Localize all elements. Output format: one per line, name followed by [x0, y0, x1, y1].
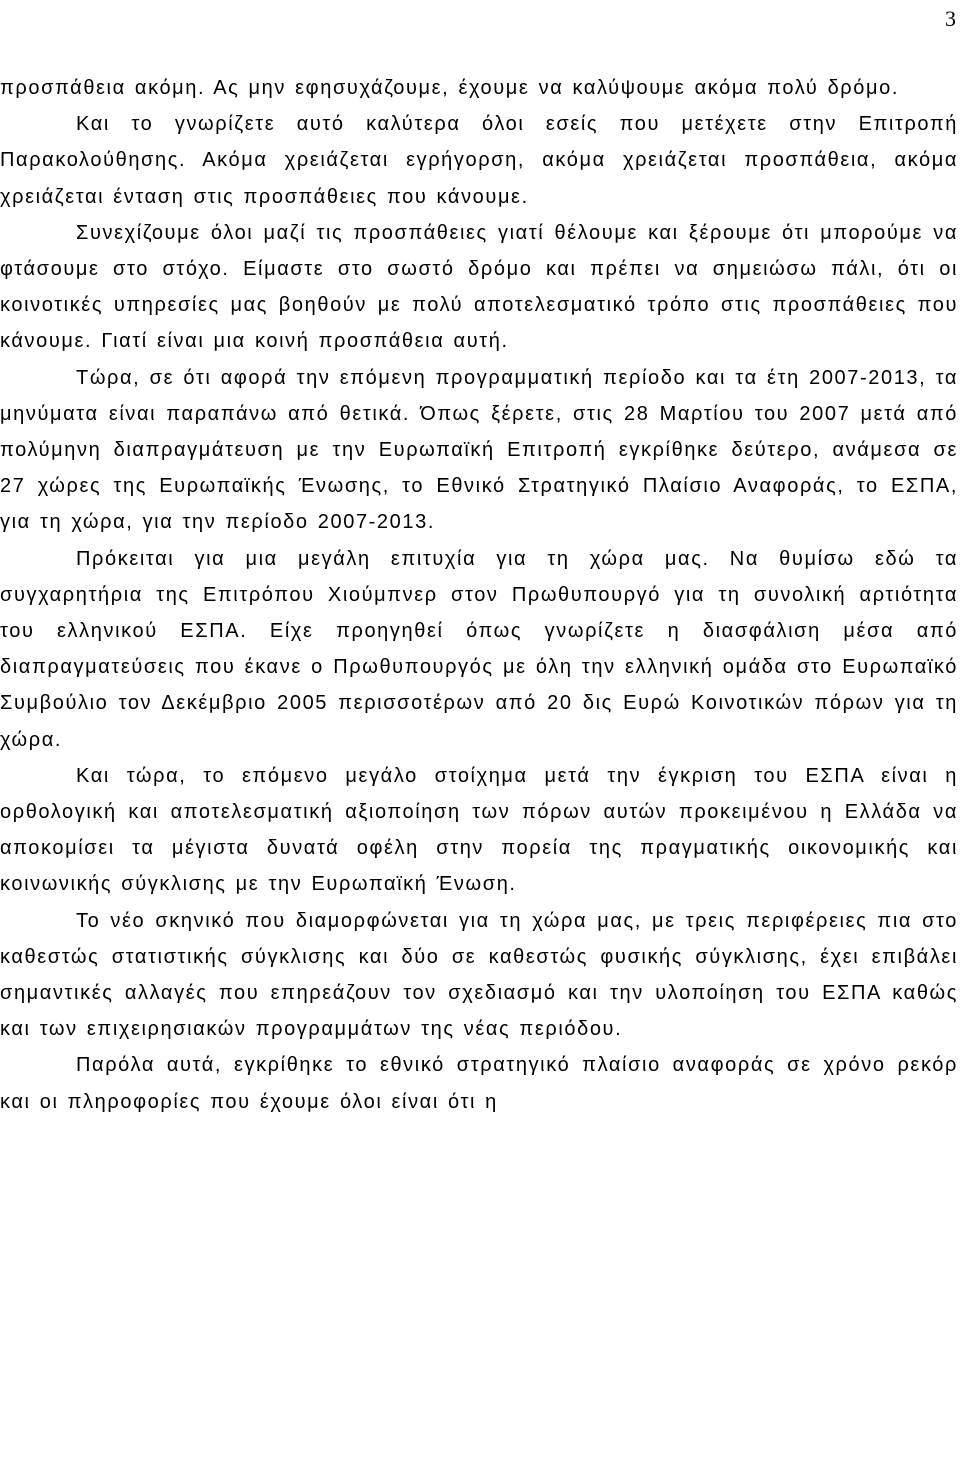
paragraph-6: Και τώρα, το επόμενο μεγάλο στοίχημα μετά την έγκριση του ΕΣΠΑ είναι η ορθολογική και αποτελεσματική αξιοποίηση των πόρων αυτών προκειμένου η Ελλάδα να αποκομίσει τα μέγιστα δυνατά οφέλη στην πορεία της πραγματικής οικονομικής και κοινωνικής σύγκλισης με την Ευρωπαϊκή Ένωση.	[0, 764, 958, 896]
paragraph-8: Παρόλα αυτά, εγκρίθηκε το εθνικό στρατηγικό πλαίσιο αναφοράς σε χρόνο ρεκόρ και οι πληροφορίες που έχουμε όλοι είναι ότι η	[0, 1054, 958, 1113]
document-body	[0, 70, 958, 1120]
paragraph-4: Τώρα, σε ότι αφορά την επόμενη προγραμματική περίοδο και τα έτη 2007-2013, τα μηνύματα είναι παραπάνω από θετικά. Όπως ξέρετε, στις 28 Μαρτίου του 2007 μετά από πολύμηνη διαπραγμάτευση με την Ευρωπαϊκή Επιτροπή εγκρίθηκε δεύτερο, ανάμεσα σε 27 χώρες της Ευρωπαϊκής Ένωσης, το Εθνικό Στρατηγικό Πλαίσιο Αναφοράς, το ΕΣΠΑ, για τη χώρα, για την περίοδο 2007-2013.	[0, 366, 958, 534]
paragraph-7: Το νέο σκηνικό που διαμορφώνεται για τη χώρα μας, με τρεις περιφέρειες πια στο καθεστώς στατιστικής σύγκλισης και δύο σε καθεστώς φυσικής σύγκλισης, έχει επιβάλει σημαντικές αλλαγές που επηρεάζουν τον σχεδιασμό και την υλοποίηση του ΕΣΠΑ καθώς και των επιχειρησιακών προγραμμάτων της νέας περιόδου.	[0, 909, 958, 1041]
paragraph-2: Και το γνωρίζετε αυτό καλύτερα όλοι εσείς που μετέχετε στην Επιτροπή Παρακολούθησης. Ακόμα χρειάζεται εγρήγορση, ακόμα χρειάζεται προσπάθεια, ακόμα χρειάζεται ένταση στις προσπάθειες που κάνουμε.	[0, 113, 958, 208]
paragraph-5: Πρόκειται για μια μεγάλη επιτυχία για τη χώρα μας. Να θυμίσω εδώ τα συγχαρητήρια της Επιτρόπου Χιούμπνερ στον Πρωθυπουργό για τη συνολική αρτιότητα του ελληνικού ΕΣΠΑ. Είχε προηγηθεί όπως γνωρίζετε η διασφάλιση μέσα από διαπραγματεύσεις που έκανε ο Πρωθυπουργός με όλη την ελληνική ομάδα στο Ευρωπαϊκό Συμβούλιο τον Δεκέμβριο 2005 περισσοτέρων από 20 δις Ευρώ Κοινοτικών πόρων για τη χώρα.	[0, 547, 958, 751]
paragraph-1: προσπάθεια ακόμη. Ας μην εφησυχάζουμε, έχουμε να καλύψουμε ακόμα πολύ δρόμο.	[0, 77, 900, 99]
paragraph-3: Συνεχίζουμε όλοι μαζί τις προσπάθειες γιατί θέλουμε και ξέρουμε ότι μπορούμε να φτάσουμε στο στόχο. Είμαστε στο σωστό δρόμο και πρέπει να σημειώσω πάλι, ότι οι κοινοτικές υπηρεσίες μας βοηθούν με πολύ αποτελεσματικό τρόπο στις προσπάθειες που κάνουμε. Γιατί είναι μια κοινή προσπάθεια αυτή.	[0, 221, 958, 353]
page-number: 3	[945, 6, 956, 31]
